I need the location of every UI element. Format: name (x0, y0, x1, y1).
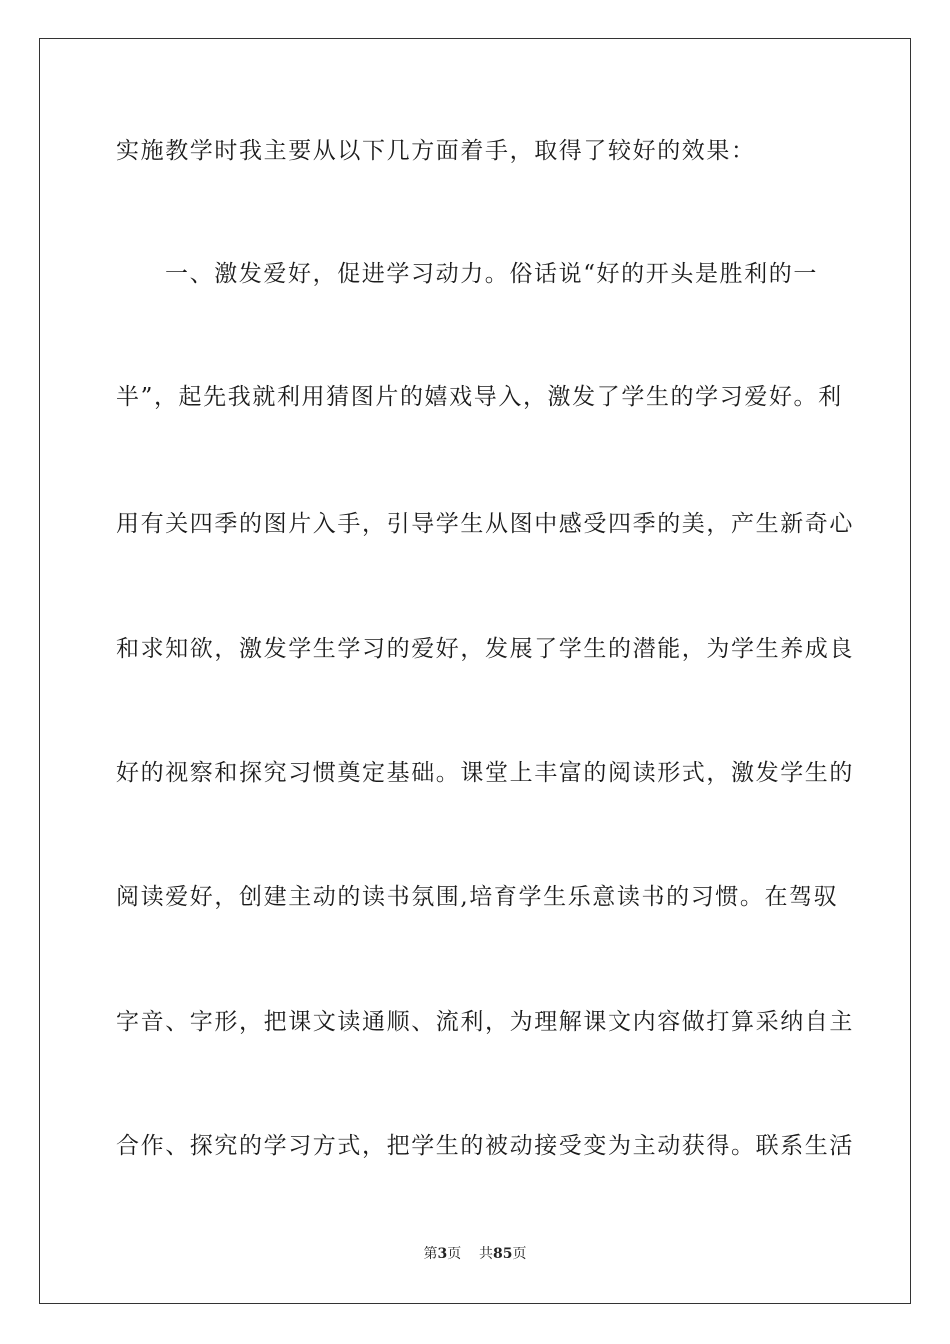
text-line-2: 一、激发爱好，促进学习动力。俗话说“好的开头是胜利的一 (165, 261, 818, 287)
text-line-4: 用有关四季的图片入手，引导学生从图中感受四季的美，产生新奇心 (116, 511, 854, 537)
page-suffix: 页 (447, 1246, 462, 1262)
page-number: 3 (437, 1246, 448, 1262)
page-prefix: 第 (423, 1246, 438, 1262)
text-line-9: 合作、探究的学习方式，把学生的被动接受变为主动获得。联系生活 (116, 1133, 854, 1159)
text-line-8: 字音、字形，把课文读通顺、流利，为理解课文内容做打算采纳自主 (116, 1009, 854, 1035)
page-footer (0, 1245, 950, 1263)
total-pages: 85 (493, 1246, 513, 1262)
text-line-3: 半”，起先我就利用猜图片的嬉戏导入，激发了学生的学习爱好。利 (116, 384, 843, 410)
page-frame (39, 38, 911, 1304)
total-suffix: 页 (512, 1246, 527, 1262)
text-line-1: 实施教学时我主要从以下几方面着手，取得了较好的效果： (116, 138, 756, 164)
text-line-7: 阅读爱好，创建主动的读书氛围,培育学生乐意读书的习惯。在驾驭 (116, 884, 839, 910)
total-prefix: 共 (479, 1246, 494, 1262)
text-line-6: 好的视察和探究习惯奠定基础。课堂上丰富的阅读形式，激发学生的 (116, 760, 854, 786)
text-line-5: 和求知欲，激发学生学习的爱好，发展了学生的潜能，为学生养成良 (116, 636, 854, 662)
